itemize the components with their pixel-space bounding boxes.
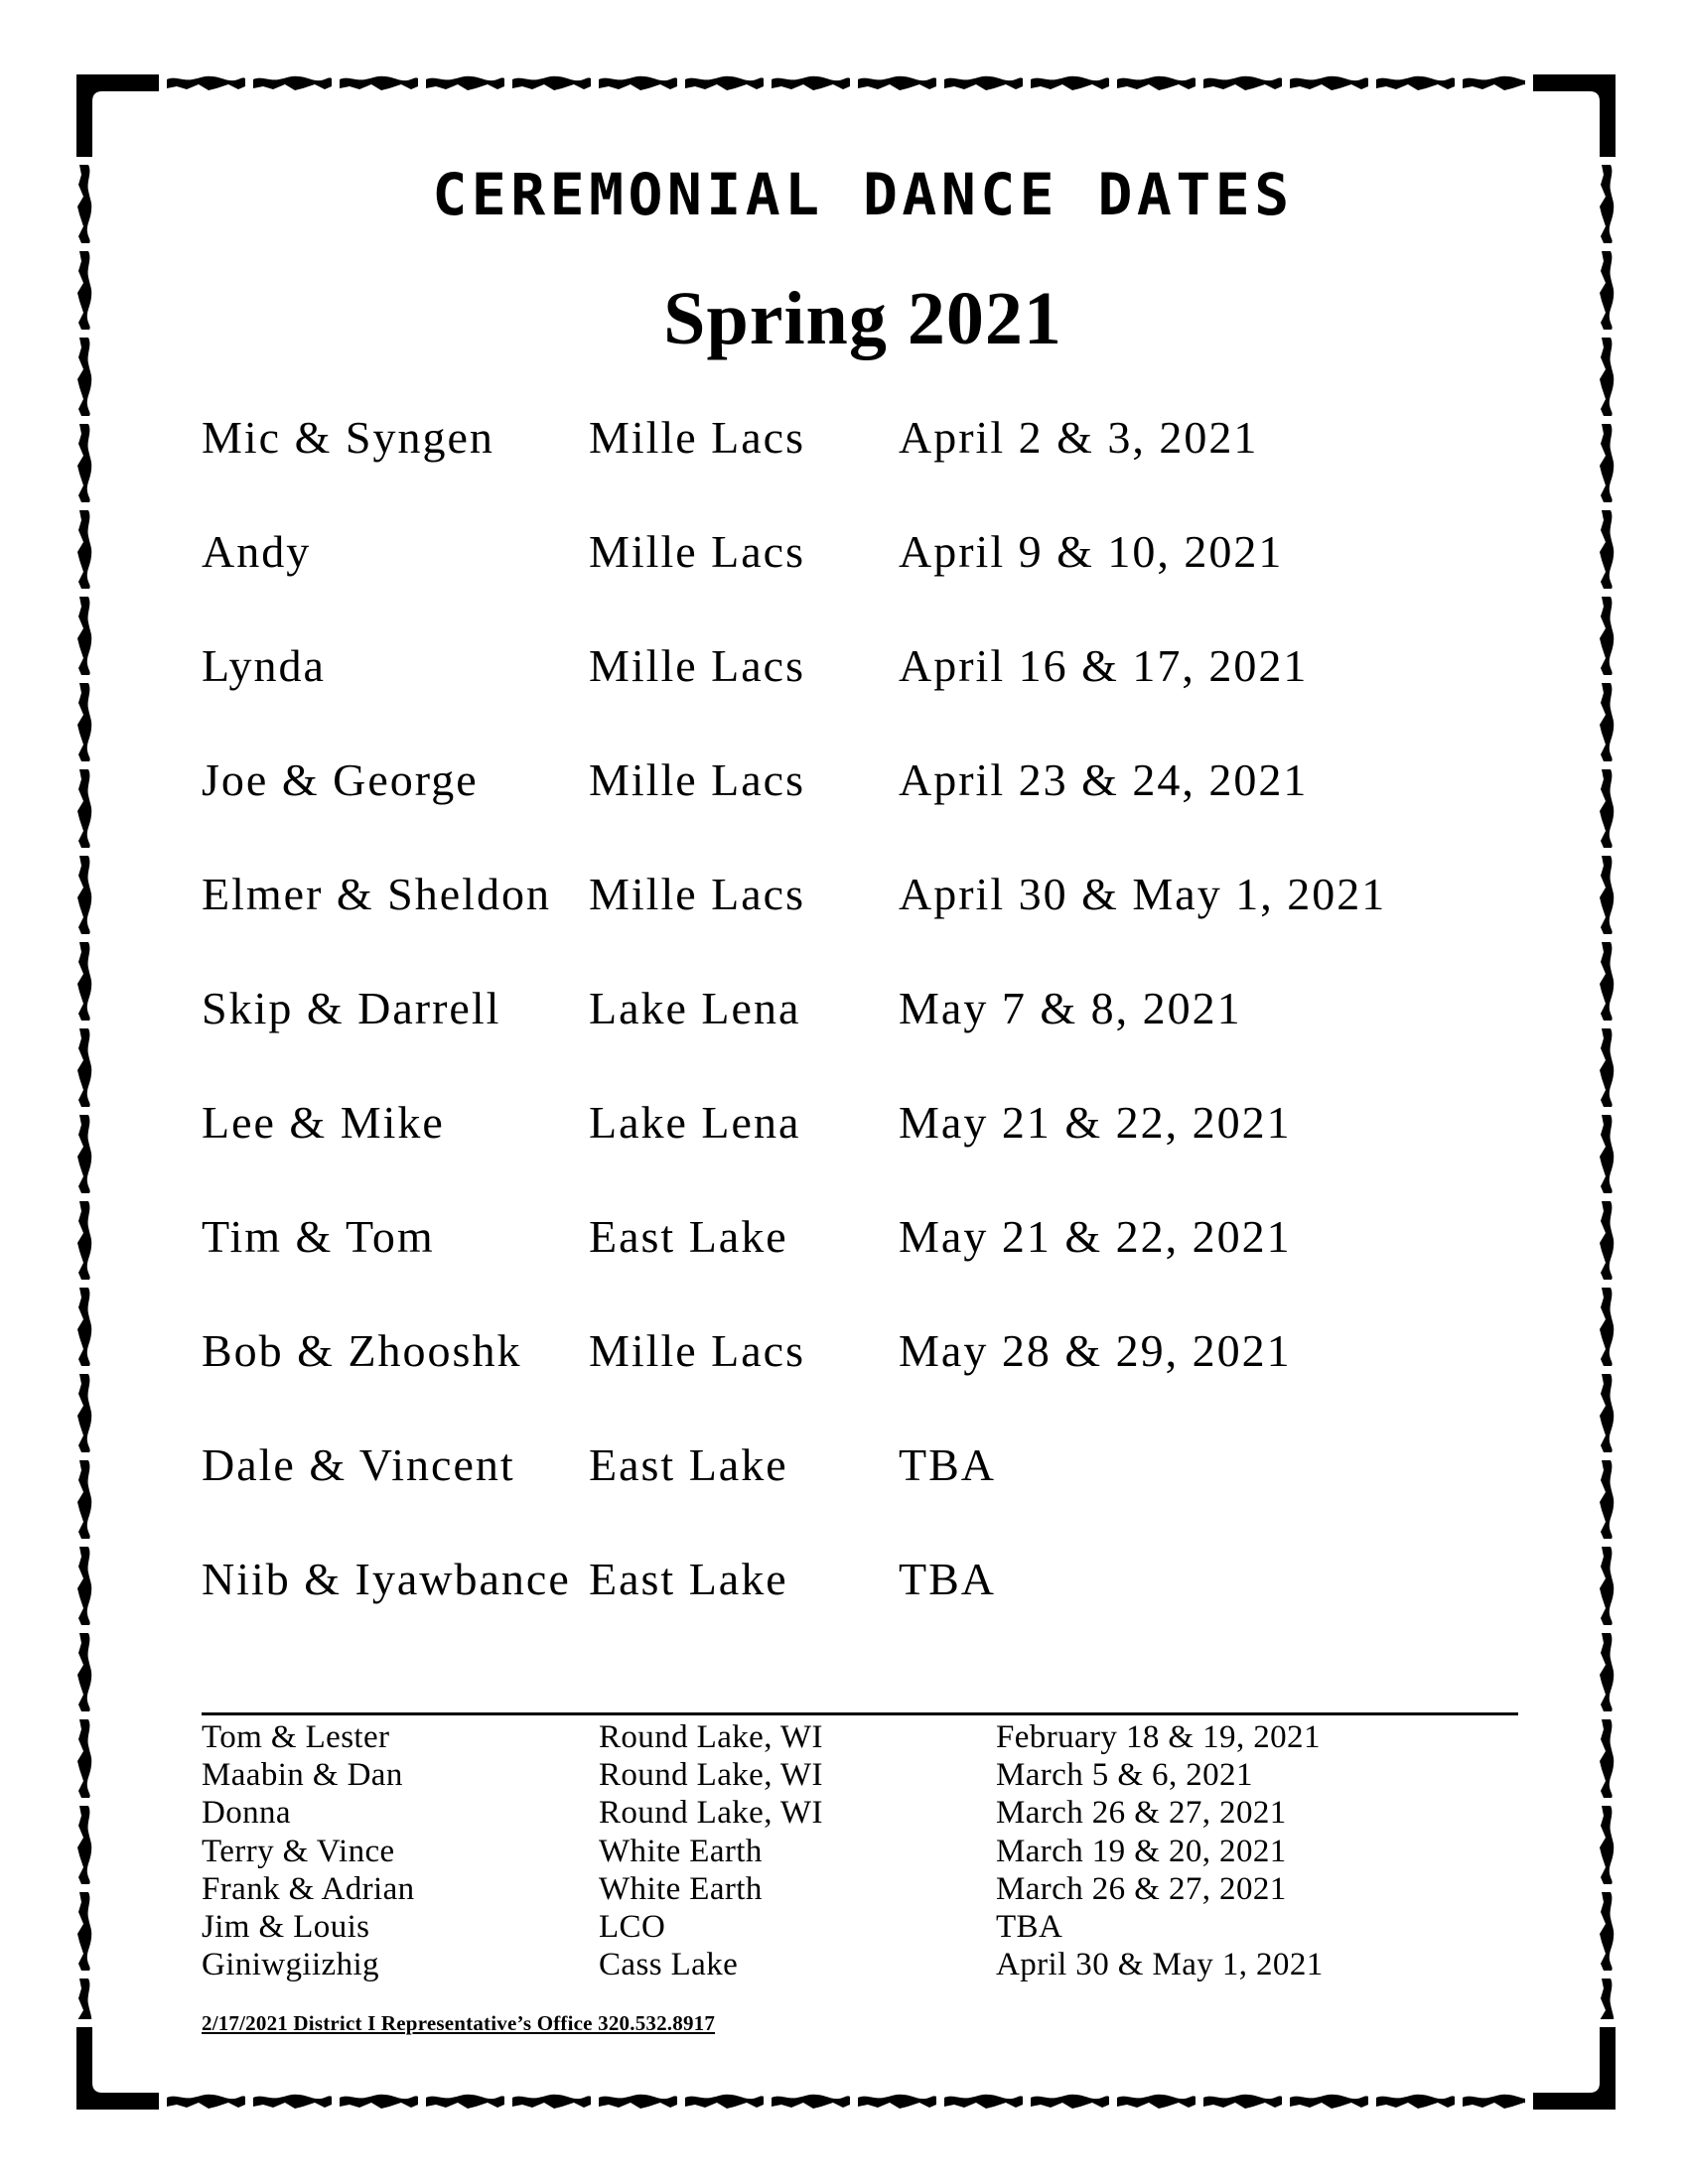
dancer-name: Lynda [202,640,326,691]
location: Mille Lacs [589,869,805,919]
dance-date: May 21 & 22, 2021 [899,1211,1292,1262]
table-row [202,723,1532,837]
table-row [202,951,1532,1065]
dance-date: TBA [996,1909,1063,1946]
location: East Lake [589,1211,788,1262]
location: Mille Lacs [589,1325,805,1376]
dancer-name: Niib & Iyawbance [202,1554,571,1604]
location: White Earth [599,1870,763,1907]
past-schedule-list [202,1718,1572,1983]
table-row [202,1408,1532,1522]
dance-date: May 7 & 8, 2021 [899,983,1242,1033]
dancer-name: Frank & Adrian [202,1870,415,1907]
dancer-name: Tim & Tom [202,1211,435,1262]
location: Mille Lacs [589,640,805,691]
dancer-name: Skip & Darrell [202,983,501,1033]
dance-date: May 28 & 29, 2021 [899,1325,1292,1376]
location: LCO [599,1909,666,1946]
location: Mille Lacs [589,412,805,463]
dance-date: March 19 & 20, 2021 [996,1833,1287,1869]
dance-date: March 26 & 27, 2021 [996,1870,1287,1907]
table-row [202,1794,1572,1832]
spring-schedule-list [202,380,1532,1636]
location: Cass Lake [599,1947,739,1983]
dance-date: April 30 & May 1, 2021 [899,869,1387,919]
table-row [202,609,1532,723]
dancer-name: Terry & Vince [202,1833,395,1869]
dance-date: April 16 & 17, 2021 [899,640,1309,691]
table-row [202,1946,1572,1983]
table-row [202,1833,1572,1870]
location: East Lake [589,1439,788,1490]
dance-date: TBA [899,1554,996,1604]
footer-office-note: 2/17/2021 District I Representative’s Office 320.532.8917 [202,2011,716,2035]
dance-date: April 23 & 24, 2021 [899,754,1309,805]
dancer-name: Tom & Lester [202,1719,390,1756]
dancer-name: Joe & George [202,754,479,805]
table-row [202,1908,1572,1946]
table-row [202,1522,1532,1636]
dancer-name: Dale & Vincent [202,1439,515,1490]
location: Round Lake, WI [599,1757,823,1794]
dance-date: April 30 & May 1, 2021 [996,1947,1324,1983]
dance-date: March 26 & 27, 2021 [996,1795,1287,1832]
dance-date: April 9 & 10, 2021 [899,526,1284,577]
section-divider-line [202,1712,1518,1715]
location: Mille Lacs [589,526,805,577]
dancer-name: Elmer & Sheldon [202,869,551,919]
dance-date: February 18 & 19, 2021 [996,1719,1321,1756]
dancer-name: Andy [202,526,312,577]
location: Lake Lena [589,1097,801,1148]
dance-date: April 2 & 3, 2021 [899,412,1259,463]
location: Lake Lena [589,983,801,1033]
dancer-name: Giniwgiizhig [202,1947,379,1983]
table-row [202,380,1532,494]
dancer-name: Maabin & Dan [202,1757,403,1794]
table-row [202,1294,1532,1408]
location: Mille Lacs [589,754,805,805]
table-row [202,1870,1572,1908]
table-row [202,1756,1572,1794]
table-row [202,1718,1572,1756]
dancer-name: Lee & Mike [202,1097,445,1148]
location: East Lake [589,1554,788,1604]
dancer-name: Bob & Zhooshk [202,1325,522,1376]
dancer-name: Donna [202,1795,291,1832]
dance-date: March 5 & 6, 2021 [996,1757,1253,1794]
dance-date: May 21 & 22, 2021 [899,1097,1292,1148]
dancer-name: Mic & Syngen [202,412,494,463]
table-row [202,494,1532,609]
dance-date: TBA [899,1439,996,1490]
page-subtitle: Spring 2021 [663,277,1062,360]
location: Round Lake, WI [599,1719,823,1756]
table-row [202,1179,1532,1294]
dancer-name: Jim & Louis [202,1909,370,1946]
location: Round Lake, WI [599,1795,823,1832]
table-row [202,837,1532,951]
table-row [202,1065,1532,1179]
page-title: CEREMONIAL DANCE DATES [432,161,1294,228]
location: White Earth [599,1833,763,1869]
